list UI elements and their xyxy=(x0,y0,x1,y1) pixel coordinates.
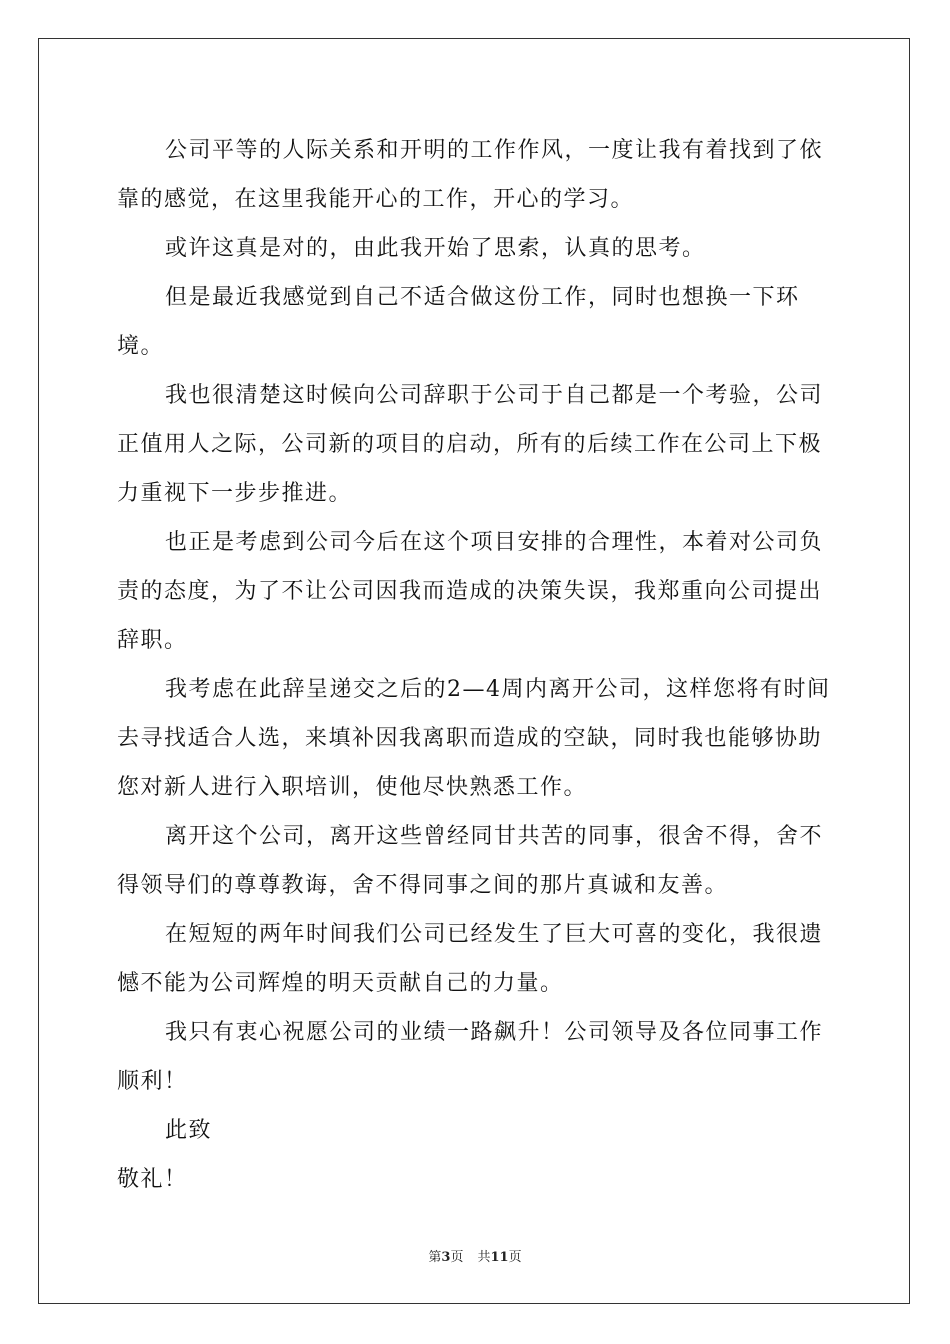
paragraph: 我也很清楚这时候向公司辞职于公司于自己都是一个考验，公司正值用人之际，公司新的项目的启动，所有的后续工作在公司上下极力重视下一步步推进。 xyxy=(117,383,824,506)
total-pages: 11 xyxy=(490,1250,509,1265)
total-suffix: 页 xyxy=(508,1250,522,1265)
salutation: 此致 xyxy=(165,1118,213,1143)
paragraph: 我考虑在此辞呈递交之后的2—4周内离开公司，这样您将有时间去寻找适合人选，来填补因我离职而造成的空缺，同时我也能够协助您对新人进行入职培训，使他尽快熟悉工作。 xyxy=(117,677,831,800)
document-body xyxy=(117,126,841,1204)
paragraph: 也正是考虑到公司今后在这个项目安排的合理性，本着对公司负责的态度，为了不让公司因我而造成的决策失误，我郑重向公司提出辞职。 xyxy=(117,530,824,653)
page-prefix: 第 xyxy=(428,1250,442,1265)
paragraph: 公司平等的人际关系和开明的工作作风，一度让我有着找到了依靠的感觉，在这里我能开心的工作，开心的学习。 xyxy=(117,138,824,212)
page-number: 3 xyxy=(441,1250,451,1265)
paragraph: 离开这个公司，离开这些曾经同甘共苦的同事，很舍不得，舍不得领导们的尊尊教诲，舍不得同事之间的那片真诚和友善。 xyxy=(117,824,824,898)
total-prefix: 共 xyxy=(477,1250,491,1265)
paragraph: 但是最近我感觉到自己不适合做这份工作，同时也想换一下环境。 xyxy=(117,285,800,359)
paragraph: 或许这真是对的，由此我开始了思索，认真的思考。 xyxy=(165,236,706,261)
paragraph: 我只有衷心祝愿公司的业绩一路飙升！公司领导及各位同事工作顺利！ xyxy=(117,1020,824,1094)
closing-regards: 敬礼！ xyxy=(117,1167,188,1192)
page-footer xyxy=(0,1246,950,1265)
paragraph: 在短短的两年时间我们公司已经发生了巨大可喜的变化，我很遗憾不能为公司辉煌的明天贡献自己的力量。 xyxy=(117,922,824,996)
page-suffix: 页 xyxy=(450,1250,464,1265)
